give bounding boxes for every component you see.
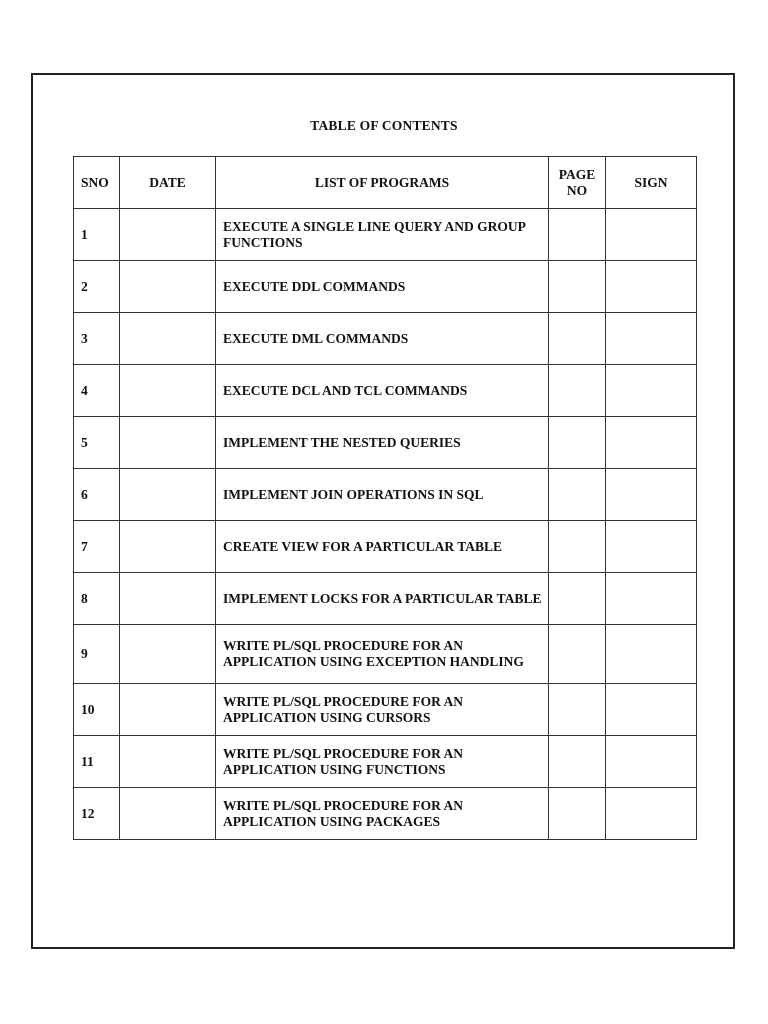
cell-sno: 10 [74, 684, 120, 736]
header-page-no [549, 157, 606, 209]
contents-table [73, 156, 697, 840]
cell-sno: 8 [74, 573, 120, 625]
cell-program: CREATE VIEW FOR A PARTICULAR TABLE [216, 521, 549, 573]
cell-sno: 1 [74, 209, 120, 261]
table-row [74, 261, 697, 313]
header-sign: SIGN [606, 157, 697, 209]
cell-sign [606, 209, 697, 261]
cell-date [120, 261, 216, 313]
cell-sign [606, 625, 697, 684]
cell-date [120, 365, 216, 417]
cell-sign [606, 684, 697, 736]
cell-sno: 9 [74, 625, 120, 684]
table-row [74, 788, 697, 840]
table-row [74, 573, 697, 625]
table-row [74, 365, 697, 417]
cell-date [120, 788, 216, 840]
cell-date [120, 625, 216, 684]
cell-date [120, 417, 216, 469]
cell-sign [606, 261, 697, 313]
cell-page-no [549, 365, 606, 417]
cell-program: EXECUTE DCL AND TCL COMMANDS [216, 365, 549, 417]
cell-program: IMPLEMENT JOIN OPERATIONS IN SQL [216, 469, 549, 521]
cell-page-no [549, 261, 606, 313]
cell-date [120, 736, 216, 788]
header-programs: LIST OF PROGRAMS [216, 157, 549, 209]
cell-program: IMPLEMENT THE NESTED QUERIES [216, 417, 549, 469]
header-page-no-line2: NO [566, 182, 588, 198]
table-row [74, 209, 697, 261]
cell-program: EXECUTE DDL COMMANDS [216, 261, 549, 313]
cell-page-no [549, 209, 606, 261]
cell-date [120, 209, 216, 261]
table-row [74, 625, 697, 684]
table-header-row [74, 157, 697, 209]
cell-program: WRITE PL/SQL PROCEDURE FOR AN APPLICATION USING FUNCTIONS [216, 736, 549, 788]
header-sno: SNO [74, 157, 120, 209]
cell-page-no [549, 469, 606, 521]
cell-sign [606, 365, 697, 417]
cell-page-no [549, 684, 606, 736]
table-row [74, 417, 697, 469]
cell-sno: 7 [74, 521, 120, 573]
cell-sign [606, 573, 697, 625]
table-row [74, 684, 697, 736]
cell-page-no [549, 313, 606, 365]
cell-date [120, 521, 216, 573]
cell-sno: 5 [74, 417, 120, 469]
cell-program: EXECUTE A SINGLE LINE QUERY AND GROUP FUNCTIONS [216, 209, 549, 261]
cell-program: IMPLEMENT LOCKS FOR A PARTICULAR TABLE [216, 573, 549, 625]
header-date: DATE [120, 157, 216, 209]
cell-sign [606, 417, 697, 469]
cell-sno: 6 [74, 469, 120, 521]
cell-page-no [549, 788, 606, 840]
header-page-no-line1: PAGE [558, 166, 596, 182]
table-row [74, 313, 697, 365]
cell-program: WRITE PL/SQL PROCEDURE FOR AN APPLICATION USING PACKAGES [216, 788, 549, 840]
table-row [74, 736, 697, 788]
cell-sno: 11 [74, 736, 120, 788]
table-row [74, 521, 697, 573]
page-title: TABLE OF CONTENTS [310, 118, 458, 133]
cell-page-no [549, 521, 606, 573]
cell-page-no [549, 736, 606, 788]
cell-sno: 12 [74, 788, 120, 840]
cell-sno: 4 [74, 365, 120, 417]
cell-program: WRITE PL/SQL PROCEDURE FOR AN APPLICATION USING EXCEPTION HANDLING [216, 625, 549, 684]
cell-date [120, 573, 216, 625]
cell-sign [606, 736, 697, 788]
cell-sign [606, 469, 697, 521]
table-row [74, 469, 697, 521]
cell-page-no [549, 573, 606, 625]
cell-sno: 3 [74, 313, 120, 365]
cell-page-no [549, 625, 606, 684]
cell-sign [606, 313, 697, 365]
cell-date [120, 469, 216, 521]
cell-program: EXECUTE DML COMMANDS [216, 313, 549, 365]
cell-date [120, 684, 216, 736]
cell-sign [606, 788, 697, 840]
cell-program: WRITE PL/SQL PROCEDURE FOR AN APPLICATION USING CURSORS [216, 684, 549, 736]
cell-date [120, 313, 216, 365]
cell-sign [606, 521, 697, 573]
cell-page-no [549, 417, 606, 469]
cell-sno: 2 [74, 261, 120, 313]
